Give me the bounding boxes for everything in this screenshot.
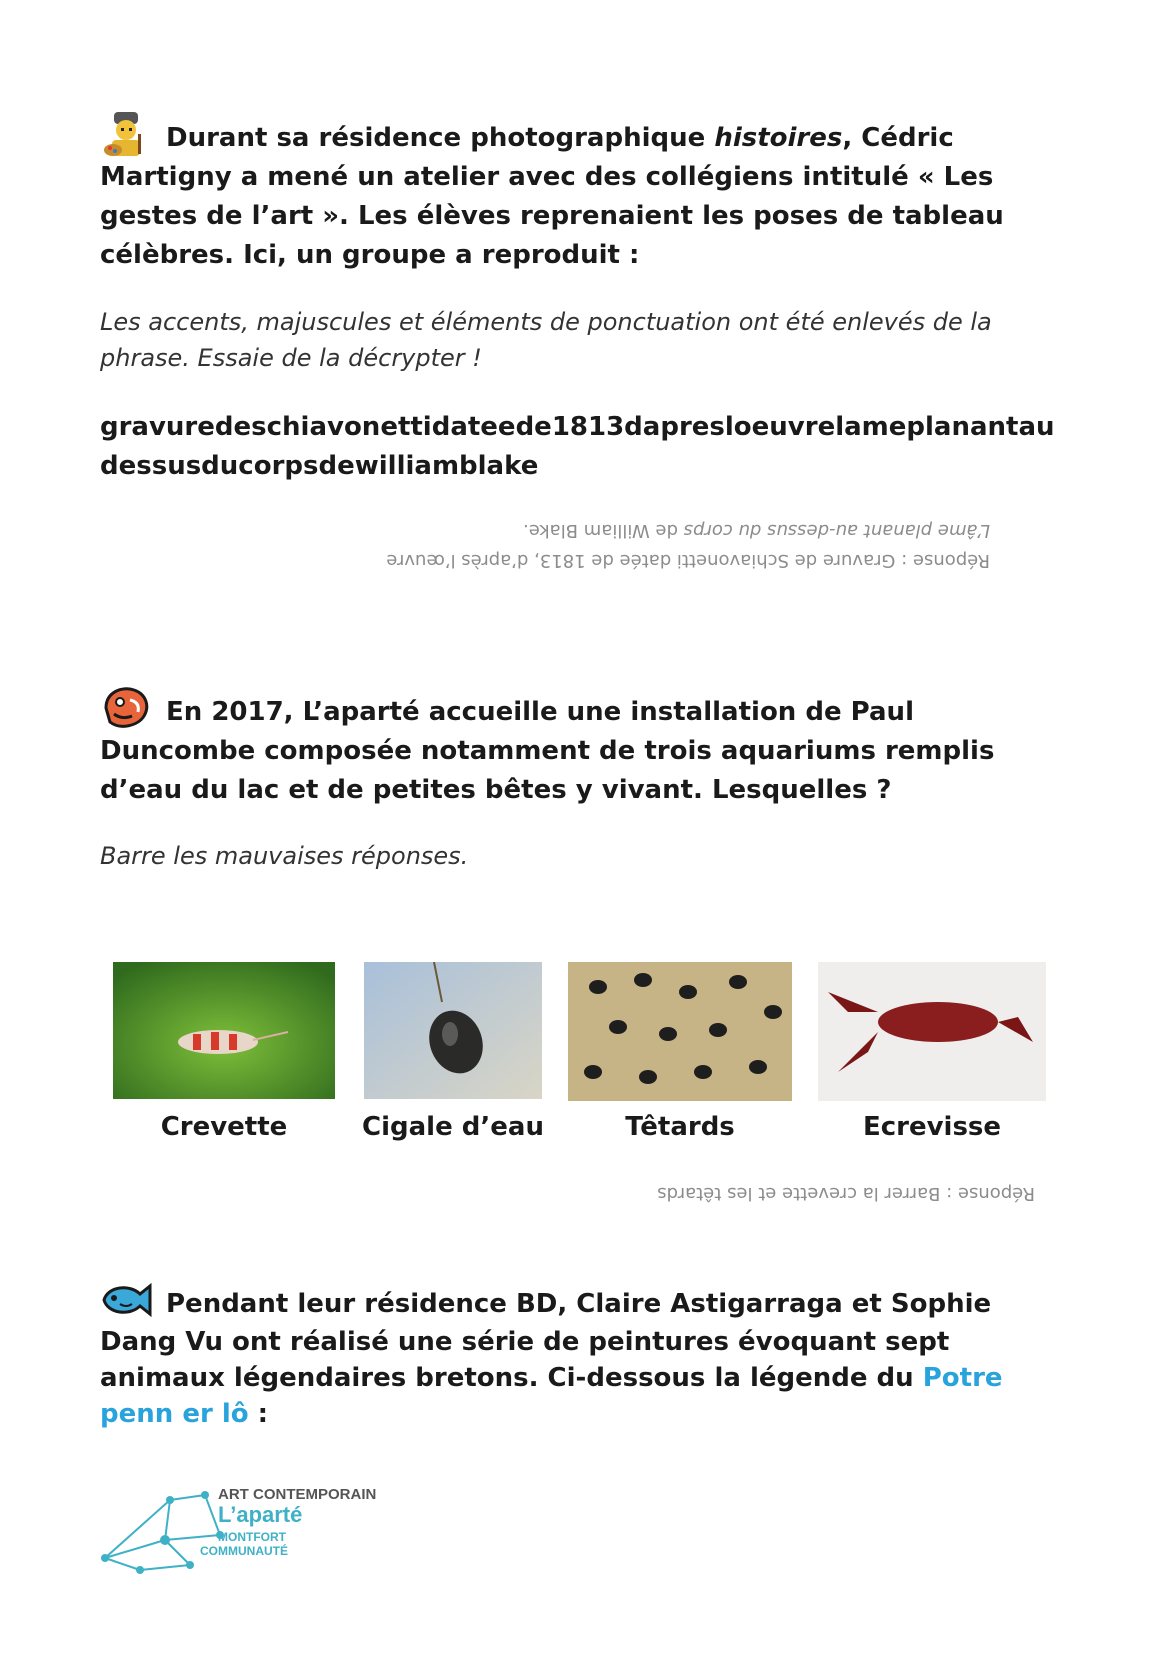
section-residence-bd	[100, 1276, 1070, 1432]
puzzle-text: gravuredeschiavonettidateede1813dapresloeuvrelameplanantaudessusducorpsdewilliamblake	[100, 412, 1055, 481]
answer-line-1: Réponse : Gravure de Schiavonetti datée de 1813, d’après l’œuvre	[386, 550, 990, 571]
animal-caption-cigale: Cigale d’eau	[362, 1112, 544, 1142]
section3-heading: Pendant leur résidence BD, Claire Astigarraga et Sophie Dang Vu ont réalisé une série de peintures évoquant sept animaux légendaires bretons. Ci-dessous la légende du Potre penn er lô :	[100, 1276, 1070, 1432]
painter-icon	[100, 110, 152, 158]
instruction-text: Barre les mauvaises réponses.	[100, 842, 469, 870]
section-residence-photo	[100, 110, 1070, 275]
palette-fish-icon	[100, 684, 152, 732]
instruction-text: Les accents, majuscules et éléments de ponctuation ont été enlevés de la phrase. Essaie de la décrypter !	[100, 308, 992, 372]
section2-heading: En 2017, L’aparté accueille une installation de Paul Duncombe composée notamment de trois aquariums remplis d’eau du lac et de petites bêtes y vivant. Lesquelles ?	[100, 684, 1070, 810]
animal-caption-ecrevisse: Ecrevisse	[862, 1112, 1002, 1142]
logo-line-2: L’aparté	[218, 1502, 303, 1527]
logo-line-1: ART CONTEMPORAIN	[218, 1486, 377, 1503]
logo-line-4: COMMUNAUTÉ	[200, 1544, 288, 1558]
legend-link[interactable]: Potre penn er lô	[100, 1363, 1003, 1429]
section1-answer-upside-down	[300, 515, 990, 575]
section1-instruction	[100, 304, 1070, 376]
animal-caption-tetards: Têtards	[625, 1112, 735, 1142]
logo-line-3: MONTFORT	[218, 1530, 286, 1544]
answer-line: Réponse : Barrer la crevette et les têtards	[657, 1183, 1035, 1204]
section2-instruction	[100, 838, 1070, 874]
answer-line-2: L’âme planant au-dessus du corps de William Blake.	[523, 520, 990, 541]
section1-heading: Durant sa résidence photographique histoires, Cédric Martigny a mené un atelier avec des collégiens intitulé « Les gestes de l’art ». Les élèves reprenaient les poses de tableau célèbres. Ici, un groupe a reproduit :	[100, 110, 1070, 275]
water-bug-photo	[364, 962, 542, 1099]
shrimp-photo	[113, 962, 335, 1099]
section1-puzzle	[100, 408, 1070, 486]
animal-caption-crevette: Crevette	[160, 1112, 288, 1142]
section2-answer-upside-down	[575, 1178, 1035, 1208]
crayfish-photo	[818, 962, 1046, 1101]
fish-icon	[100, 1276, 152, 1324]
section-aquariums	[100, 684, 1070, 810]
tadpoles-photo	[568, 962, 792, 1101]
laparte-logo	[100, 1480, 400, 1590]
